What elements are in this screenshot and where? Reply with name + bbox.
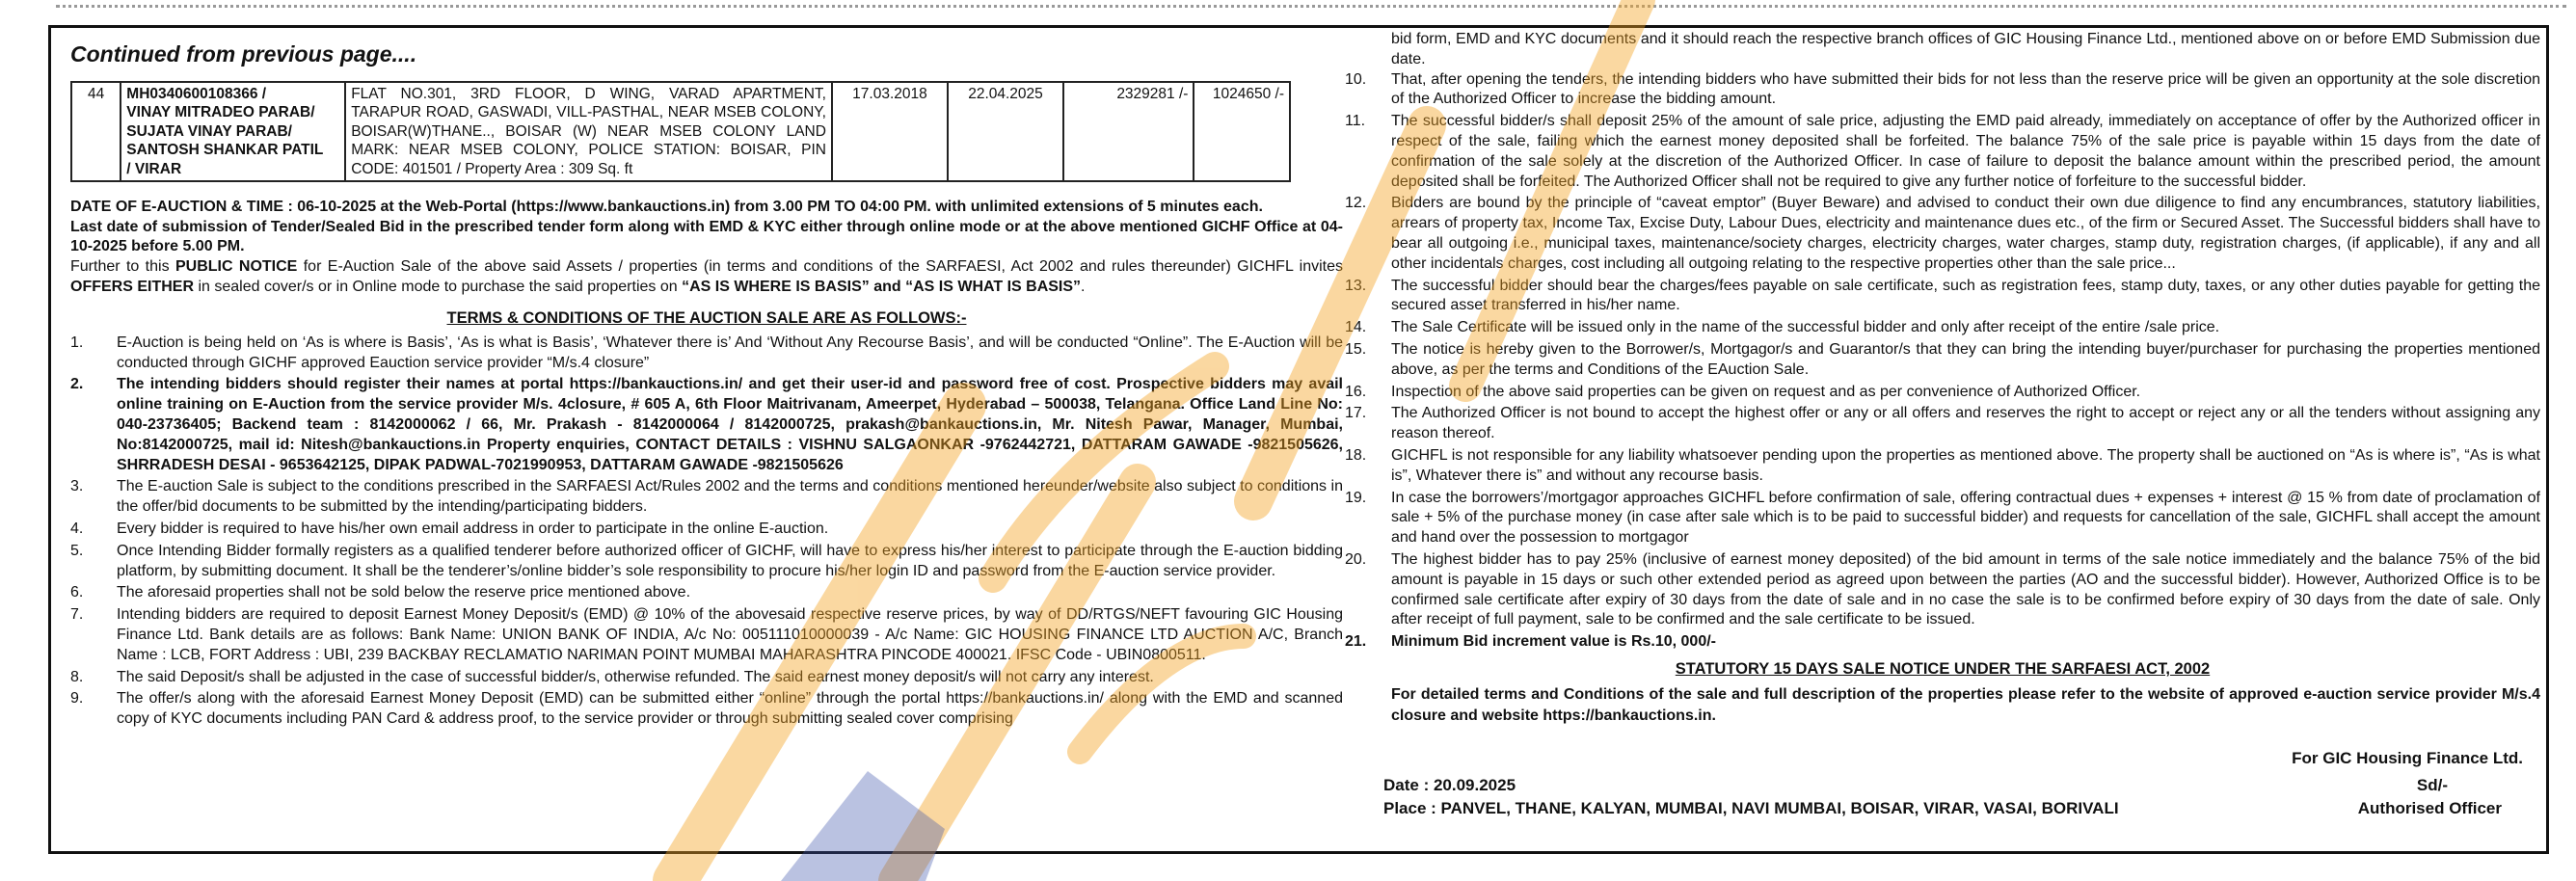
term-number: 9.: [70, 690, 84, 707]
row-number: 44: [71, 82, 121, 181]
term-item: [70, 334, 1343, 374]
term-item: [1345, 194, 2540, 274]
term-item: [70, 583, 1343, 603]
company-name: For GIC Housing Finance Ltd.: [2292, 748, 2523, 767]
text-span: for E-Auction Sale of the above said Assets / properties (in terms and conditions of the SARFAESI, Act 2002 and rules thereunder) GICHFL invites: [297, 258, 1343, 276]
possession-date: 22.04.2025: [948, 82, 1063, 181]
officer-title: Authorised Officer: [2357, 798, 2502, 817]
account-line: SANTOSH SHANKAR PATIL: [126, 142, 324, 159]
text-span: in sealed cover/s or in Online mode to purchase the said properties on: [194, 279, 683, 296]
public-notice-paragraph: [70, 257, 1343, 298]
top-dotted-divider: [56, 5, 2566, 8]
as-is-label: “AS IS WHERE IS BASIS” and “AS IS WHAT IS BASIS”: [682, 279, 1082, 296]
term-number: 8.: [70, 668, 84, 685]
term-item: [70, 689, 1343, 730]
signature-block: [1345, 749, 2540, 845]
text-span: .: [1081, 279, 1086, 296]
term-text: The intending bidders should register their names at portal https://bankauctions.in/ and get their user-id and password free of cost. Prospective bidders may avail online training on E-Auction from the service provider M/s. 4closure, # 605 A, 6th Floor Maitrivanam, Ameerpet, Hyderabad – 500038, Telangana. Office Land Line No: 040-23736405; Backend team : 8142000062 / 66, Mr. Prakash - 8142000064 / 8142000725, prakash@bankauctions.in, Mr. Nitesh Pawar, Manager, Mumbai, No:8142000725, mail id: Nitesh@bankauctions.in Property enquiries, CONTACT DETAILS : VISHNU SALGAONKAR -9762442721, DATTARAM GAWADE -9821505626, SHRRADESH DESAI - 9653642125, DIPAK PADWAL-7021990953, DATTARAM GAWADE -9821505626: [117, 376, 1343, 473]
term-text: The successful bidder should bear the charges/fees payable on sale certificate, such as registration fees, stamp duty, taxes, or any other duties payable for getting the secured asset transferred in his/her name.: [1391, 277, 2540, 314]
term-item: [1345, 550, 2540, 630]
term-number: 11.: [1345, 113, 1366, 130]
term-item: [1345, 112, 2540, 192]
term-number: 2.: [70, 376, 84, 393]
term-text: Intending bidders are required to deposit Earnest Money Deposit/s (EMD) @ 10% of the abovesaid respective reserve prices, by way of DD/RTGS/NEFT favouring GIC Housing Finance Ltd. Bank details are as follows: Bank Name: UNION BANK OF INDIA, A/c No: 005111010000039 - A/c Name: GIC HOUSING FINANCE LTD AUCTION A/C, Branch Name : LCB, FORT Address : UBI, 239 BACKBAY RECLAMATIO NARIMAN POINT MUMBAI MAHARASHTRA PINCODE 400021. IFSC Code - UBIN0800511.: [117, 606, 1343, 663]
signed-mark: Sd/-: [2416, 775, 2448, 794]
term-item: [70, 477, 1343, 518]
term-9-continued: bid form, EMD and KYC documents and it should reach the respective branch offices of GIC Housing Finance Ltd., mentioned above on or before EMD Submission due date.: [1391, 31, 2540, 67]
term-number: 10.: [1345, 70, 1367, 88]
account-borrower-cell: [121, 82, 345, 181]
last-date-line: Last date of submission of Tender/Sealed Bid in the prescribed tender form along with EMD & KYC either through online mode or at the above mentioned GICHF Office at 04-10-2025 before 5.00 PM.: [70, 218, 1343, 255]
details-paragraph: For detailed terms and Conditions of the sale and full description of the properties please refer to the website of approved e-auction service provider M/s.4 closure and website https://bankauctions.in.: [1391, 685, 2540, 725]
term-text: The said Deposit/s shall be adjusted in the case of successful bidder/s, otherwise refunded. The said earnest money deposit/s will not carry any interest.: [117, 668, 1154, 685]
term-text: That, after opening the tenders, the intending bidders who have submitted their bids for not less than the reserve price will be given an opportunity at the sole discretion of the Authorized Officer to increase the bidding amount.: [1391, 70, 2540, 108]
term-item: [1345, 383, 2540, 403]
account-line: / VIRAR: [126, 160, 182, 177]
term-item: [1345, 70, 2540, 111]
term-text: Minimum Bid increment value is Rs.10, 000/-: [1391, 633, 1716, 651]
public-notice-label: PUBLIC NOTICE: [174, 258, 298, 276]
property-address: FLAT NO.301, 3RD FLOOR, D WING, VARAD APARTMENT, TARAPUR ROAD, GASWADI, VILL-PASTHAL, NEAR MSEB COLONY, BOISAR(W)THANE.., BOISAR (W) NEAR MSEB COLONY LAND MARK: NEAR MSEB COLONY, POLICE STATION: BOISAR, PIN CODE: 401501 / Property Area : 309 Sq. ft: [345, 82, 832, 181]
term-item: [1345, 404, 2540, 444]
term-number: 15.: [1345, 340, 1367, 358]
term-text: Bidders are bound by the principle of “caveat emptor” (Buyer Beware) and advised to conduct their own due diligence to find any encumbrances, statutory liabilities, arrears of property tax, Income Tax, Excise Duty, Labour Dues, electricity and maintenance dues etc., of the firm or Secured Asset. The Successful bidders shall have to bear all outgoing i.e., municipal taxes, maintenance/society charges, electricity charges, water charges, stamp duty, registration charges, (if applicable), if any and all other incidentals charges, cost including all outgoing relating to the respective properties other than the sale price...: [1391, 195, 2540, 272]
term-number: 16.: [1345, 383, 1367, 400]
term-item: [1345, 340, 2540, 381]
term-item: [70, 520, 1343, 540]
term-text: In case the borrowers’/mortgagor approaches GICHFL before confirmation of sale, offering contractual dues + expenses + interest @ 15 % from date of proclamation of sale + 5% of the purchase money (in case after sale which is to be paid to successful bidder) and requests for cancellation of the sale, GICHFL shall accept the amount and hand over the possession to mortgagor: [1391, 489, 2540, 547]
term-text: The highest bidder has to pay 25% (inclusive of earnest money deposited) of the bid amount in terms of the sale notice immediately and the balance 75% of the bid amount is payable in 15 days or such other extended period as agreed upon between the parties (AO and the successful bidder). However, Authorized Office is to be confirmed sale certificate after expiry of 30 days from the date of sale and in no case the sale is to be confirmed before expiry of 30 days from the date of sale. Only after receipt of full payment, sale to be confirmed and the sale certificate to be issued.: [1391, 550, 2540, 628]
term-text: The Authorized Officer is not bound to accept the highest offer or any or all offers and reserves the right to accept or reject any or all the tenders without assigning any reason thereof.: [1391, 405, 2540, 442]
term-item: [1345, 632, 2540, 653]
term-item: [70, 668, 1343, 688]
term-number: 1.: [70, 334, 84, 351]
term-number: 3.: [70, 478, 84, 495]
offers-label: OFFERS EITHER: [70, 279, 195, 296]
table-row: [71, 82, 1290, 181]
account-line: SUJATA VINAY PARAB/: [126, 122, 292, 140]
property-table: [70, 81, 1291, 182]
term-number: 14.: [1345, 319, 1367, 336]
text-span: Further to this: [70, 258, 175, 276]
term-number: 17.: [1345, 405, 1367, 422]
reserve-price: 1024650 /-: [1194, 82, 1290, 181]
notice-date: Date : 20.09.2025: [1383, 775, 1516, 794]
term-text: The Sale Certificate will be issued only in the name of the successful bidder and only after receipt of the entire /sale price.: [1391, 319, 2220, 336]
term-text: Every bidder is required to have his/her own email address in order to participate in the online E-auction.: [117, 521, 829, 538]
term-number: 18.: [1345, 446, 1367, 464]
term-text: E-Auction is being held on ‘As is where is Basis’, ‘As is what is Basis’, ‘Whatever there is’ And ‘Without Any Recourse Basis’, and will be conducted “Online”. The E-Auction will be conducted through GICHF approved Eauction service provider “M/s.4 closure”: [117, 334, 1343, 371]
term-number: 6.: [70, 584, 84, 601]
left-column: [70, 36, 1343, 732]
statutory-title: STATUTORY 15 DAYS SALE NOTICE UNDER THE SARFAESI ACT, 2002: [1675, 659, 2211, 678]
term-text: The offer/s along with the aforesaid Earnest Money Deposit (EMD) can be submitted either “online” through the portal https://bankauctions.in/ along with the EMD and scanned copy of KYC documents including PAN Card & address proof, to the service provider or through submitting sealed cover comprising: [117, 690, 1343, 728]
term-number: 13.: [1345, 277, 1367, 294]
term-text: The successful bidder/s shall deposit 25% of the amount of sale price, adjusting the EMD paid already, immediately on acceptance of offer by the Authorized officer in respect of the sale, failing which the earnest money deposited shall be forfeited. The balance 75% of the sale price is payable within 15 days from the date of confirmation of the sale solely at the discretion of the Authorized Officer. In case of failure to deposit the balance amount within the prescribed period, the amount deposited shall be forfeited. The Authorized Officer shall not be required to give any further notice of forfeiture to the successful bidder.: [1391, 113, 2540, 190]
term-number: 20.: [1345, 550, 1367, 568]
term-text: The aforesaid properties shall not be sold below the reserve price mentioned above.: [117, 584, 691, 601]
term-text: GICHFL is not responsible for any liability whatsoever pending upon the properties as mentioned above. The property shall be auctioned on “As is where is”, “As is what is”, Whatever there is” and without any recourse basis.: [1391, 446, 2540, 484]
continued-heading: Continued from previous page....: [70, 41, 417, 67]
term-number: 7.: [70, 606, 84, 624]
terms-title: TERMS & CONDITIONS OF THE AUCTION SALE ARE AS FOLLOWS:-: [446, 308, 967, 327]
auction-date-line: DATE OF E-AUCTION & TIME : 06-10-2025 at the Web-Portal (https://www.bankauctions.in) from 3.00 PM TO 04:00 PM. with unlimited extensions of 5 minutes each.: [70, 198, 1263, 215]
account-line: VINAY MITRADEO PARAB/: [126, 104, 315, 121]
demand-notice-date: 17.03.2018: [832, 82, 948, 181]
term-number: 4.: [70, 521, 84, 538]
term-item: [1345, 446, 2540, 487]
term-text: The E-auction Sale is subject to the conditions prescribed in the SARFAESI Act/Rules 2002 and the terms and conditions mentioned hereunder/website also subject to conditions in the offer/bid documents to be submitted by the intending/participating bidders.: [117, 478, 1343, 516]
term-number: 12.: [1345, 195, 1367, 212]
term-item: [70, 605, 1343, 665]
term-item: [1345, 277, 2540, 317]
right-column: [1345, 31, 2540, 845]
term-number: 21.: [1345, 633, 1367, 651]
term-text: The notice is hereby given to the Borrower/s, Mortgagor/s and Guarantor/s that they can bring the intending buyer/purchaser for purchasing the properties mentioned above, as per the terms and Conditions of the EAuction Sale.: [1391, 340, 2540, 378]
outstanding-amount: 2329281 /-: [1063, 82, 1194, 181]
notice-frame: [48, 25, 2549, 854]
term-item: [70, 375, 1343, 475]
term-text: Inspection of the above said properties can be given on request and as per convenience of Authorized Officer.: [1391, 383, 2141, 400]
term-item: [1345, 318, 2540, 338]
notice-place: Place : PANVEL, THANE, KALYAN, MUMBAI, NAVI MUMBAI, BOISAR, VIRAR, VASAI, BORIVALI: [1383, 798, 2119, 817]
term-text: Once Intending Bidder formally registers as a qualified tenderer before authorized officer of GICHF, will have to express his/her interest to participate through the E-auction bidding platform, by submitting document. It shall be the tenderer’s/online bidder’s sole responsibility to procure his/her login ID and password from the E-auction service provider.: [117, 542, 1343, 579]
term-item: [70, 542, 1343, 582]
term-number: 19.: [1345, 489, 1367, 506]
account-line: MH0340600108366 /: [126, 86, 267, 102]
term-number: 5.: [70, 542, 84, 559]
term-item: [1345, 489, 2540, 548]
